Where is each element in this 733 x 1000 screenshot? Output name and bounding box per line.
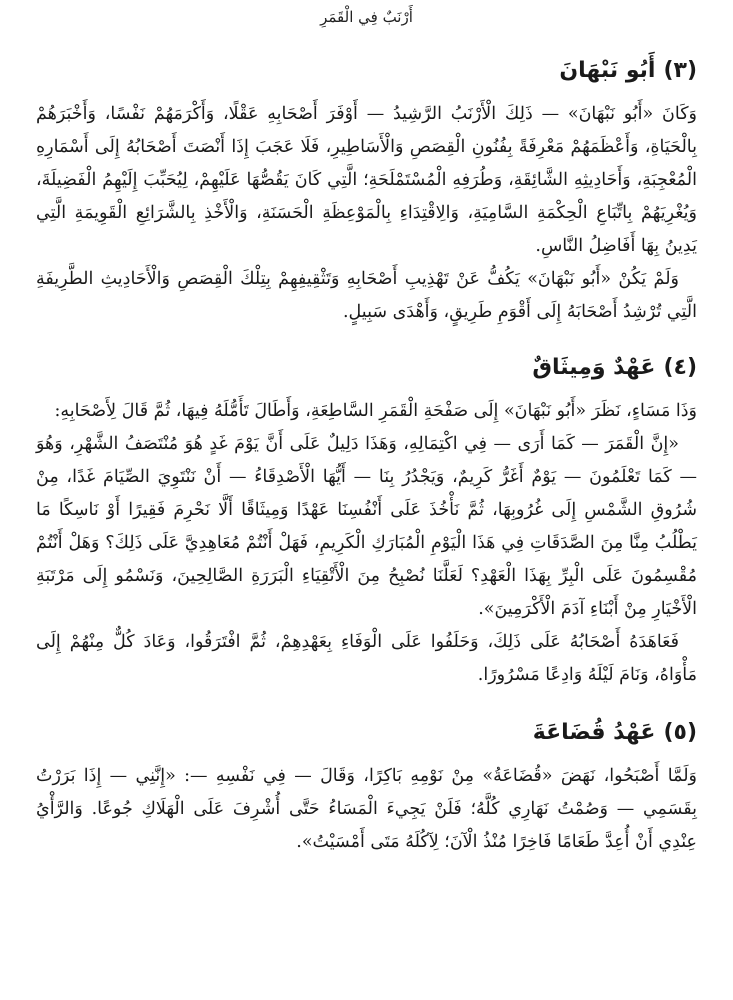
section-4: [36, 353, 697, 692]
section-5: [36, 718, 697, 859]
section-title: أَبُو نَبْهَانَ: [559, 58, 656, 83]
section-number: (٥): [663, 720, 697, 745]
section-heading: [36, 718, 697, 748]
section-number: (٣): [663, 58, 697, 83]
paragraph: «إِنَّ الْقَمَرَ — كَمَا أَرَى — فِي اكْتِمَالِهِ، وَهَذَا دَلِيلٌ عَلَى أَنَّ يَوْمَ غَدٍ هُوَ مُنْتَصَفُ الشَّهْرِ، وَهُوَ — كَمَا تَعْلَمُونَ — يَوْمٌ أَغَرُّ كَرِيمٌ، وَيَجْدُرُ بِنَا — أَيُّهَا الْأَصْدِقَاءُ — أَنْ نَنْتَوِيَ الصِّيَامَ غَدًا، مِنْ شُرُوقِ الشَّمْسِ إِلَى غُرُوبِهَا، ثُمَّ نَأْخُذَ عَلَى أَنْفُسِنَا عَهْدًا وَمِيثَاقًا أَلَّا نَحْرِمَ فَقِيرًا أَوْ نَاسِكًا مَا يَطْلُبُ مِنَّا مِنَ الصَّدَقَاتِ فِي هَذَا الْيَوْمِ الْمُبَارَكِ الْكَرِيمِ، فَهَلْ أَنْتُمْ مُعَاهِدِيَّ عَلَى ذَلِكَ؟ وَهَلْ أَنْتُمْ مُقْسِمُونَ عَلَى الْبِرِّ بِهَذَا الْعَهْدِ؟ لَعَلَّنَا نُصْبِحُ مِنَ الْأَتْقِيَاءِ الْبَرَرَةِ الصَّالِحِينَ، وَنَسْمُو إِلَى مَرْتَبَةِ الْأَخْيَارِ مِنْ أَبْنَاءِ آدَمَ الْأَكْرَمِينَ».: [36, 434, 697, 619]
section-title: عَهْدُ قُضَاعَةَ: [532, 720, 656, 745]
running-header: أَرْنَبٌ فِي الْقَمَرِ: [320, 8, 413, 26]
section-3: [36, 56, 697, 329]
paragraph: وَكَانَ «أَبُو نَبْهَانَ» — ذَلِكَ الْأَرْنَبُ الرَّشِيدُ — أَوْفَرَ أَصْحَابِهِ عَقْلًا، وَأَكْرَمَهُمْ نَفْسًا، وَأَخْبَرَهُمْ بِالْحَيَاةِ، وَأَعْظَمَهُمْ مَعْرِفَةً بِفُنُونِ الْقِصَصِ وَالْأَسَاطِيرِ، فَلَا عَجَبَ إِذَا أَنْصَتَ أَصْحَابُهُ إِلَى أَسْمَارِهِ الْمُعْجِبَةِ، وَأَحَادِيثِهِ الشَّائِقَةِ، وَطُرَفِهِ الْمُسْتَمْلَحَةِ؛ الَّتِي كَانَ يَقُصُّهَا عَلَيْهِمْ، لِيُحَبِّبَ إِلَيْهِمُ الْفَضِيلَةَ، وَيُغْرِيَهُمْ بِاتِّبَاعِ الْحِكْمَةِ السَّامِيَةِ، وَالِاقْتِدَاءِ بِالْمَوْعِظَةِ الْحَسَنَةِ، وَالْأَخْذِ بِالشَّرَائِعِ الْقَوِيمَةِ الَّتِي يَدِينُ بِهَا أَفَاضِلُ النَّاسِ.: [36, 104, 697, 256]
paragraph: وَلَمْ يَكُنْ «أَبُو نَبْهَانَ» يَكُفُّ عَنْ تَهْذِيبِ أَصْحَابِهِ وَتَثْقِيفِهِمْ بِتِلْكَ الْقِصَصِ وَالْأَحَادِيثِ الطَّرِيفَةِ الَّتِي تُرْشِدُ أَصْحَابَهُ إِلَى أَقْوَمِ طَرِيقٍ، وَأَهْدَى سَبِيلٍ.: [36, 269, 697, 322]
section-number: (٤): [663, 355, 697, 380]
paragraph: فَعَاهَدَهُ أَصْحَابُهُ عَلَى ذَلِكَ، وَحَلَفُوا عَلَى الْوَفَاءِ بِعَهْدِهِمْ، ثُمَّ افْتَرَقُوا، وَعَادَ كُلٌّ مِنْهُمْ إِلَى مَأْوَاهُ، وَنَامَ لَيْلَهُ وَادِعًا مَسْرُورًا.: [36, 632, 697, 685]
section-heading: [36, 56, 697, 86]
section-heading: [36, 353, 697, 383]
paragraph: وَذَا مَسَاءٍ، نَظَرَ «أَبُو نَبْهَانَ» إِلَى صَفْحَةِ الْقَمَرِ السَّاطِعَةِ، وَأَطَالَ تَأَمُّلَهُ فِيهَا، ثُمَّ قَالَ لِأَصْحَابِهِ:: [54, 401, 697, 421]
paragraph: وَلَمَّا أَصْبَحُوا، نَهَضَ «قُضَاعَةُ» مِنْ نَوْمِهِ بَاكِرًا، وَقَالَ — فِي نَفْسِهِ —: «إِنَّنِي — إِذَا بَرَرْتُ بِقَسَمِي — وَصُمْتُ نَهَارِي كُلَّهُ؛ فَلَنْ يَجِيءَ الْمَسَاءُ حَتَّى أُشْرِفَ عَلَى الْهَلَاكِ جُوعًا. وَالرَّأْيُ عِنْدِي أَنْ أُعِدَّ طَعَامًا فَاخِرًا مُنْذُ الْآنَ؛ لِآكُلَهُ مَتَى أَمْسَيْتُ».: [36, 766, 697, 852]
section-title: عَهْدٌ وَمِيثَاقٌ: [532, 355, 656, 380]
